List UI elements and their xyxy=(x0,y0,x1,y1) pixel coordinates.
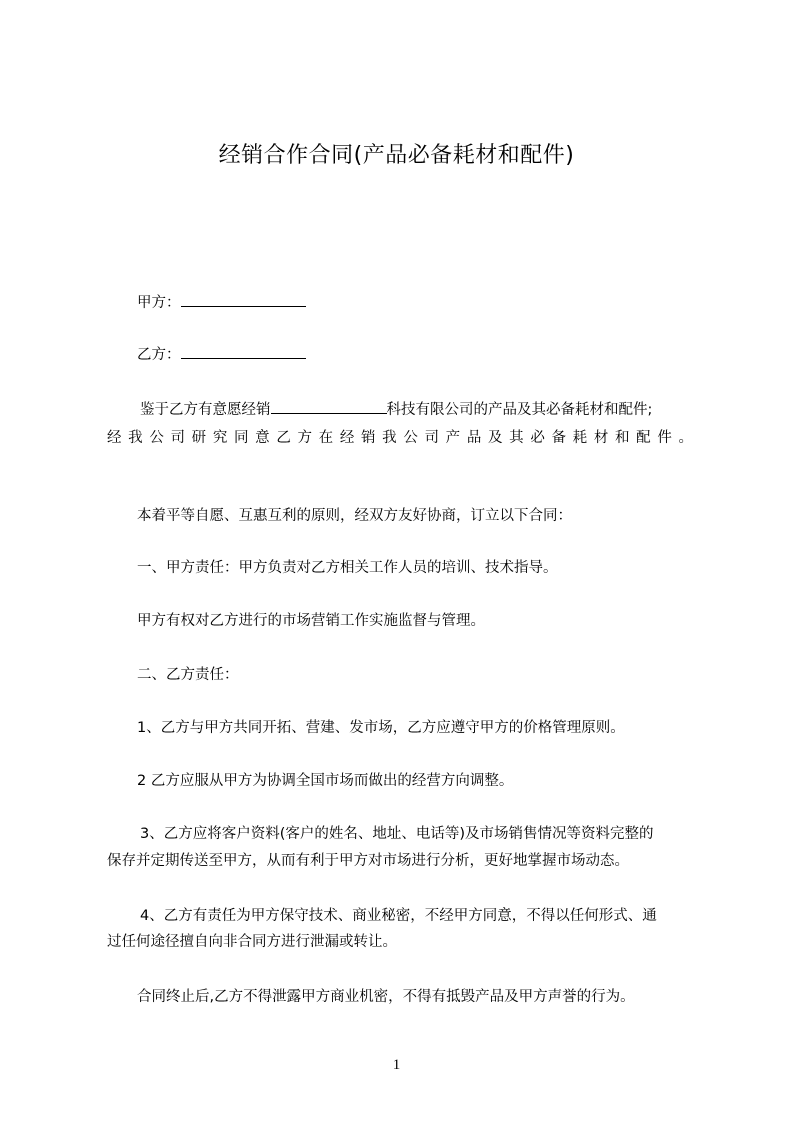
party-b-blank xyxy=(181,344,306,359)
clause-item-3-line-1: 3、乙方应将客户资料(客户的姓名、地址、电话等)及市场销售情况等资料完整的 xyxy=(140,826,654,842)
party-a-duty-2: 甲方有权对乙方进行的市场营销工作实施监督与管理。 xyxy=(137,613,485,629)
intro-part-1: 鉴于乙方有意愿经销 xyxy=(140,402,271,418)
contract-title: 经销合作合同(产品必备耗材和配件) xyxy=(218,143,575,168)
clause-item-4-line-2: 过任何途径擅自向非合同方进行泄漏或转让。 xyxy=(107,934,397,950)
party-a-label: 甲方： xyxy=(137,295,181,311)
termination-clause: 合同终止后,乙方不得泄露甲方商业机密，不得有抵毁产品及甲方声誉的行为。 xyxy=(137,989,635,1005)
party-a-duty-1: 一、甲方责任：甲方负责对乙方相关工作人员的培训、技术指导。 xyxy=(137,560,558,576)
company-name-blank xyxy=(271,399,387,414)
party-a-line xyxy=(137,292,306,313)
clause-item-4-line-1: 4、乙方有责任为甲方保守技术、商业秘密，不经甲方同意，不得以任何形式、通 xyxy=(140,908,657,924)
principle-paragraph: 本着平等自愿、互惠互利的原则，经双方友好协商，订立以下合同： xyxy=(137,508,572,524)
intro-part-2: 科技有限公司的产品及其必备耗材和配件; xyxy=(386,402,653,418)
clause-item-2: 2 乙方应服从甲方为协调全国市场而做出的经营方向调整。 xyxy=(137,773,514,789)
clause-item-3-line-2: 保存并定期传送至甲方，从而有利于甲方对市场进行分析，更好地掌握市场动态。 xyxy=(107,853,629,869)
page-number: 1 xyxy=(392,1057,401,1073)
party-b-duty-heading: 二、乙方责任： xyxy=(137,667,239,683)
party-b-line xyxy=(137,344,306,365)
party-b-label: 乙方： xyxy=(137,347,181,363)
clause-item-1: 1、乙方与甲方共同开拓、营建、发市场，乙方应遵守甲方的价格管理原则。 xyxy=(137,720,625,736)
intro-line-2: 经我公司研究同意乙方在经销我公司产品及其必备耗材和配件。 xyxy=(107,430,693,446)
intro-line-1 xyxy=(140,399,652,420)
party-a-blank xyxy=(181,292,306,307)
